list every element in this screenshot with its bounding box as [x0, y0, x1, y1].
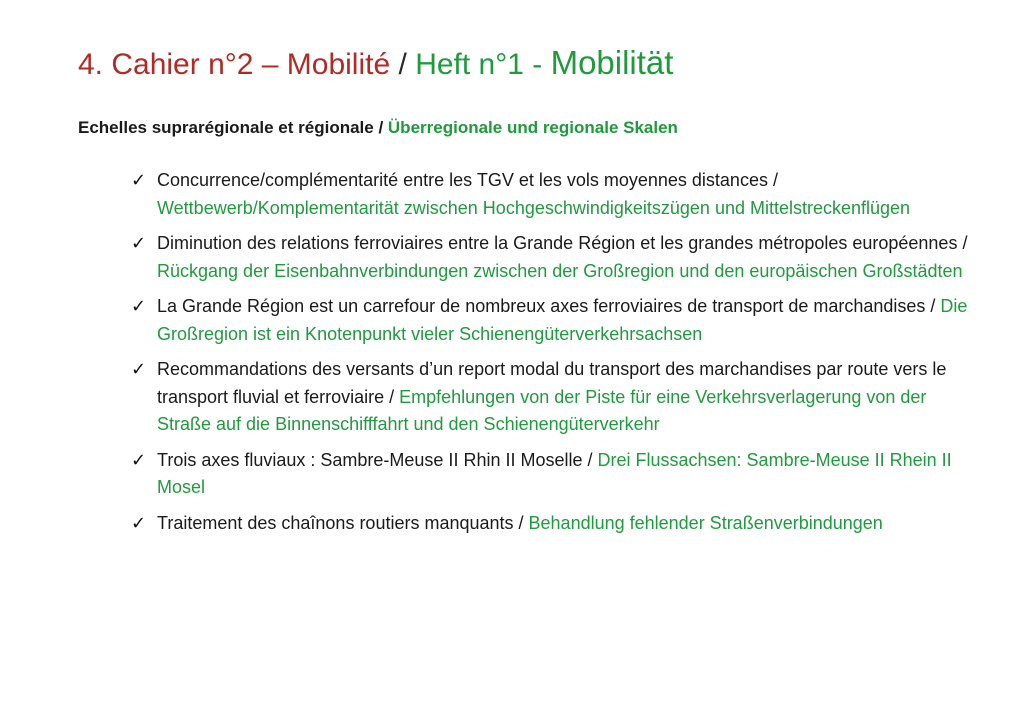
title-german-word: Mobilität [550, 44, 674, 81]
bullet-german: Behandlung fehlender Straßenverbindungen [528, 512, 883, 533]
list-item [131, 167, 981, 222]
checkmark-icon: ✓ [131, 359, 147, 380]
subtitle-french: Echelles suprarégionale et régionale / [78, 118, 388, 137]
bullet-french: Diminution des relations ferroviaires entre la Grande Région et les grandes métropoles européennes / [157, 233, 968, 253]
section-subtitle [78, 116, 678, 140]
checkmark-icon: ✓ [131, 449, 147, 471]
bullet-french: La Grande Région est un carrefour de nombreux axes ferroviaires de transport de marchandises / [157, 296, 941, 316]
bullet-list [131, 167, 981, 545]
list-item [131, 230, 981, 285]
bullet-german: Rückgang der Eisenbahnverbindungen zwischen der Großregion und den europäischen Großstädten [157, 260, 963, 281]
list-item [131, 447, 981, 502]
bullet-french: Trois axes fluviaux : Sambre-Meuse II Rhin II Moselle / [157, 449, 598, 470]
list-item [131, 510, 981, 538]
subtitle-german: Überregionale und regionale Skalen [387, 118, 678, 137]
title-german: Heft n°1 - [415, 48, 551, 81]
bullet-french: Concurrence/complémentarité entre les TGV et les vols moyennes distances / [157, 170, 778, 190]
bullet-french: Recommandations des versants d’un report modal du transport des marchandises par route vers le transport fluvial et ferroviaire / [157, 359, 947, 407]
bullet-french: Traitement des chaînons routiers manquants / [157, 512, 529, 533]
title-separator: / [390, 48, 416, 81]
checkmark-icon: ✓ [131, 170, 147, 191]
page-title [78, 42, 673, 86]
bullet-german: Die Großregion ist ein Knotenpunkt vieler Schienengüterverkehrsachsen [157, 296, 968, 344]
bullet-german: Drei Flussachsen: Sambre-Meuse II Rhein II Mosel [157, 449, 952, 497]
checkmark-icon: ✓ [131, 512, 147, 534]
title-french: 4. Cahier n°2 – Mobilité [78, 48, 391, 81]
bullet-german: Empfehlungen von der Piste für eine Verkehrsverlagerung von der Straße auf die Binnenschifffahrt und den Schienengüterverkehr [157, 386, 927, 434]
list-item [131, 293, 981, 348]
checkmark-icon: ✓ [131, 296, 147, 317]
list-item [131, 356, 981, 439]
checkmark-icon: ✓ [131, 233, 147, 254]
bullet-german: Wettbewerb/Komplementarität zwischen Hochgeschwindigkeitszügen und Mittelstreckenflügen [157, 197, 911, 218]
